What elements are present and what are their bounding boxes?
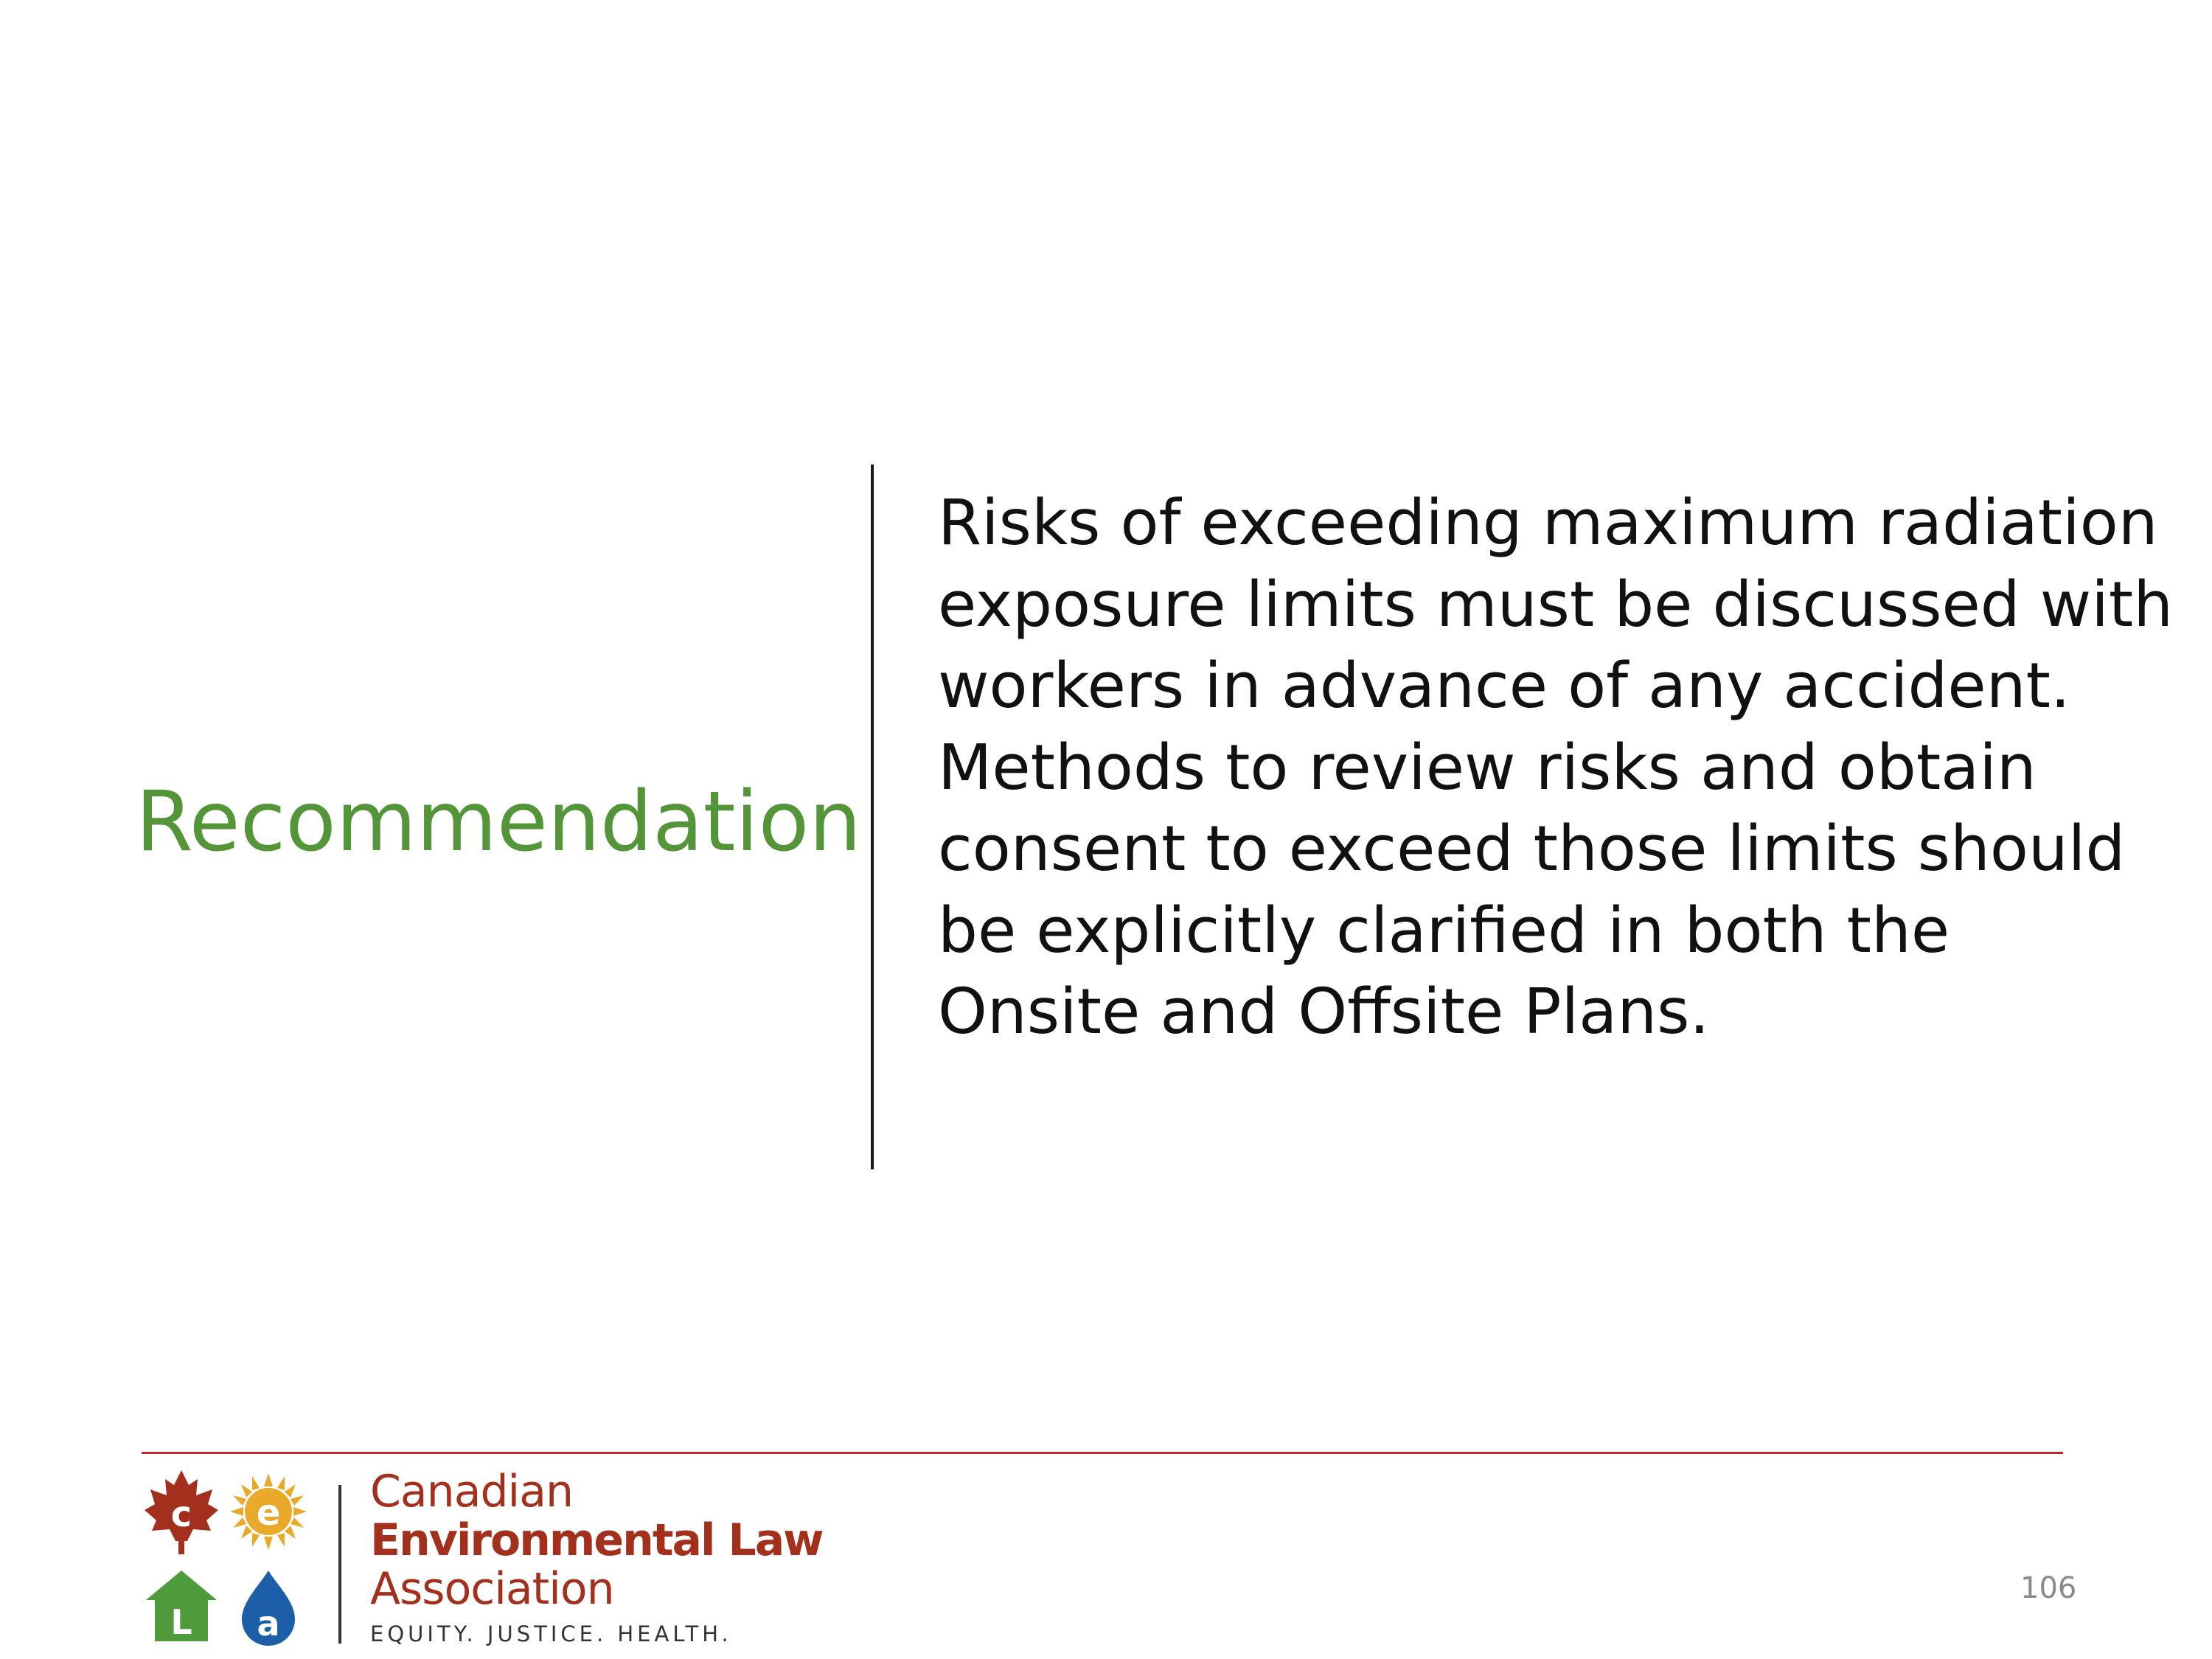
- logo-line-canadian: Canadian: [370, 1466, 574, 1517]
- logo-letter-c: c: [170, 1494, 192, 1535]
- vertical-divider: [871, 465, 874, 1169]
- cela-logo: [145, 1467, 830, 1655]
- body-line: workers in advance of any accident.: [938, 650, 2070, 723]
- body-line: be explicitly clarified in both the: [938, 894, 1950, 967]
- water-drop-icon: [242, 1571, 295, 1646]
- page-number: 106: [2020, 1571, 2077, 1605]
- body-line: Risks of exceeding maximum radiation: [938, 487, 2158, 560]
- section-title: Recommendation: [136, 774, 862, 870]
- logo-wordmark: [370, 1467, 827, 1647]
- footer-rule: [142, 1452, 2063, 1454]
- logo-letter-l: L: [170, 1602, 192, 1642]
- body-line: Methods to review risks and obtain: [938, 731, 2037, 804]
- body-line: exposure limits must be discussed with: [938, 568, 2174, 641]
- cela-logo-mark: [145, 1467, 321, 1655]
- logo-letter-e: e: [256, 1492, 281, 1534]
- logo-separator: [338, 1485, 341, 1644]
- maple-leaf-icon: [145, 1470, 218, 1554]
- sun-icon: [230, 1473, 307, 1550]
- house-icon: [146, 1571, 217, 1642]
- logo-line-environmental-law: Environmental Law: [370, 1514, 823, 1566]
- logo-line-association: Association: [370, 1563, 614, 1615]
- body-line: Onsite and Offsite Plans.: [938, 975, 1710, 1048]
- logo-tagline: EQUITY. JUSTICE. HEALTH.: [370, 1621, 732, 1646]
- logo-letter-a: a: [257, 1604, 280, 1644]
- recommendation-text: [938, 483, 2191, 1054]
- body-line: consent to exceed those limits should: [938, 813, 2126, 886]
